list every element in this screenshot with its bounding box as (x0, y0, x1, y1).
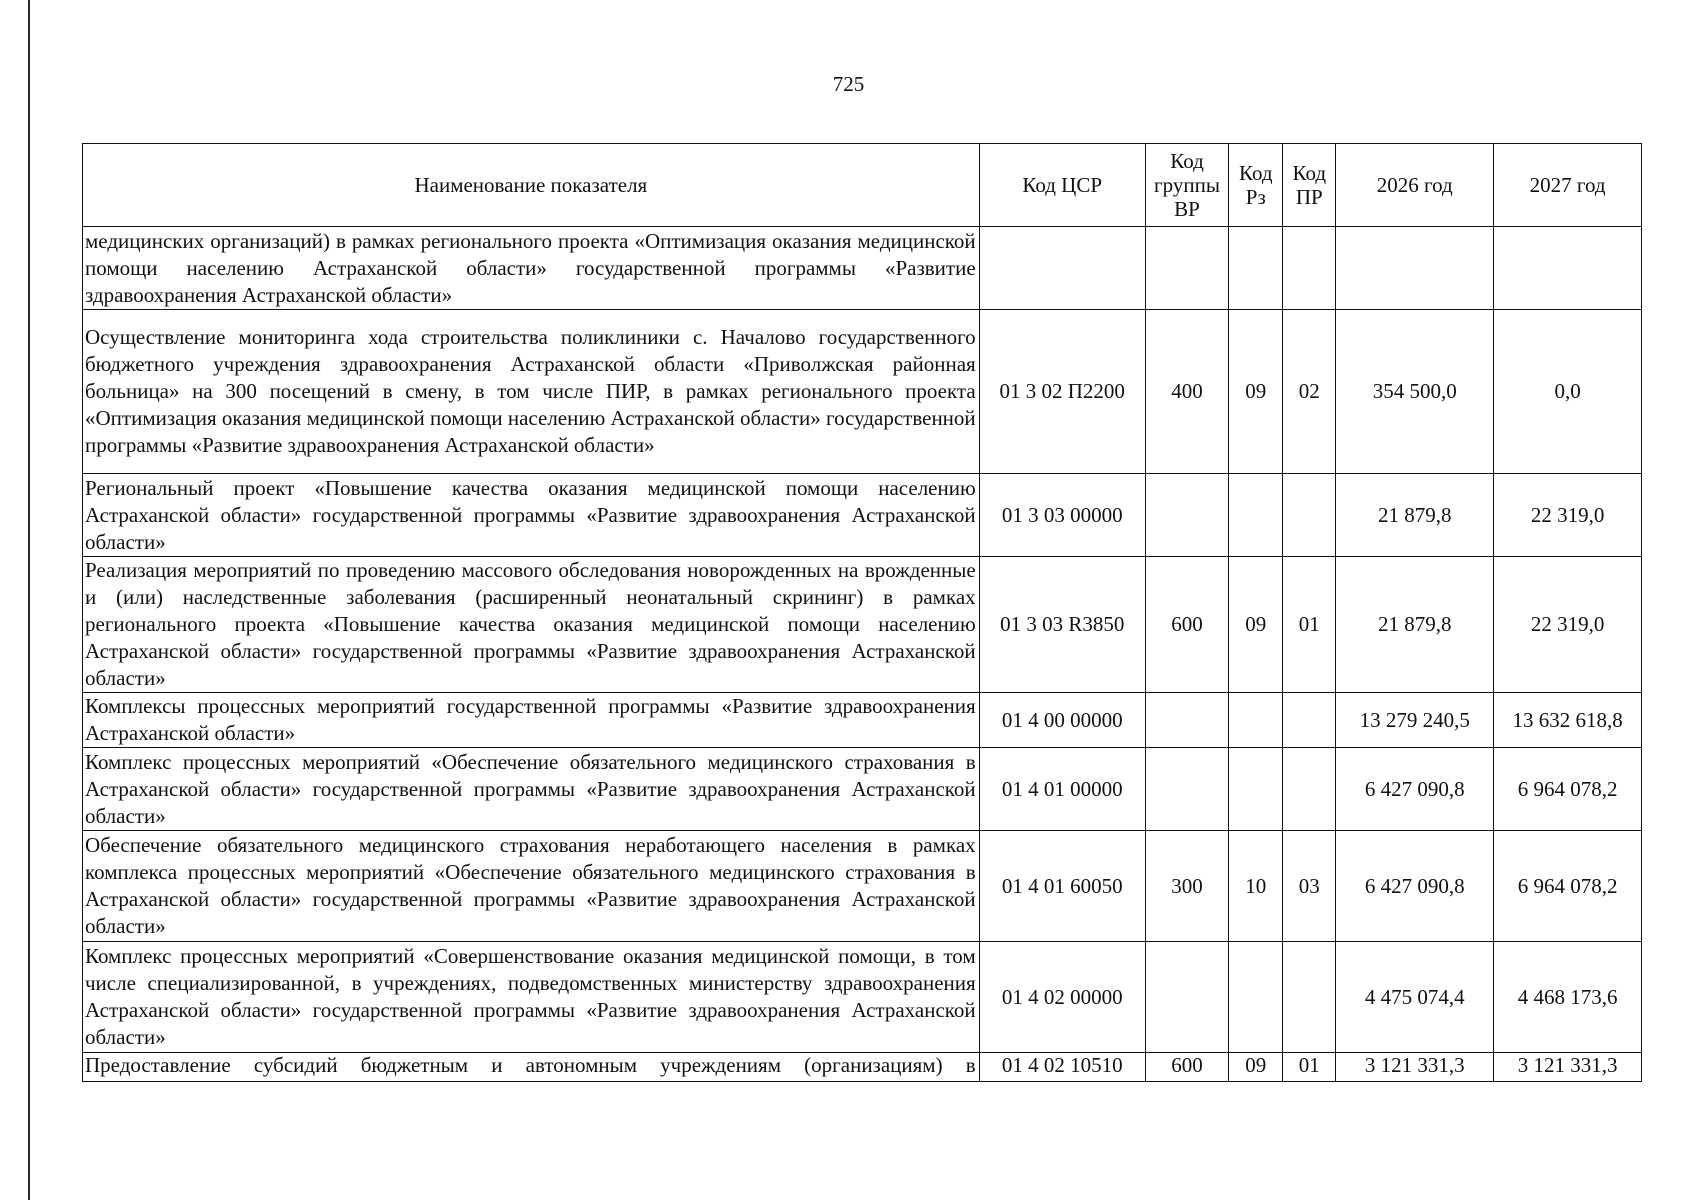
row-value-2026: 21 879,8 (1336, 474, 1494, 557)
header-rz-code: Код Рз (1229, 144, 1283, 227)
header-pr-code: Код ПР (1283, 144, 1336, 227)
row-csr-code: 01 4 02 00000 (979, 942, 1145, 1053)
row-csr-code: 01 3 03 00000 (979, 474, 1145, 557)
row-name: Осуществление мониторинга хода строительства поликлиники с. Началово государственного бюджетного учреждения здравоохранения Астраханской области «Приволжская районная больница» на 300 посещений в смену, в том числе ПИР, в рамках регионального проекта «Оптимизация оказания медицинской помощи населению Астраханской области» государственной программы «Развитие здравоохранения Астраханской области» (83, 310, 980, 474)
row-pr-code (1283, 942, 1336, 1053)
page-number: 725 (832, 72, 865, 96)
row-name: Комплекс процессных мероприятий «Совершенствование оказания медицинской помощи, в том числе специализированной, в учреждениях, подведомственных министерству здравоохранения Астраханской области» государственной программы «Развитие здравоохранения Астраханской области» (83, 942, 980, 1053)
row-rz-code (1229, 227, 1283, 310)
row-vr-code (1145, 227, 1229, 310)
row-rz-code (1229, 942, 1283, 1053)
row-vr-code: 600 (1145, 557, 1229, 693)
row-value-2026: 3 121 331,3 (1336, 1053, 1494, 1082)
row-value-2026: 6 427 090,8 (1336, 831, 1494, 942)
row-vr-code: 400 (1145, 310, 1229, 474)
table-row (83, 474, 1642, 557)
row-value-2027: 6 964 078,2 (1494, 748, 1642, 831)
header-csr-code: Код ЦСР (979, 144, 1145, 227)
row-vr-code (1145, 474, 1229, 557)
row-rz-code (1229, 693, 1283, 748)
row-pr-code (1283, 227, 1336, 310)
binding-margin-line (28, 0, 30, 1200)
header-year-2027: 2027 год (1494, 144, 1642, 227)
row-vr-code (1145, 748, 1229, 831)
row-rz-code: 09 (1229, 557, 1283, 693)
row-csr-code (979, 227, 1145, 310)
table-row (83, 227, 1642, 310)
row-pr-code: 03 (1283, 831, 1336, 942)
row-value-2026: 21 879,8 (1336, 557, 1494, 693)
row-pr-code (1283, 474, 1336, 557)
row-csr-code: 01 4 01 00000 (979, 748, 1145, 831)
row-pr-code: 01 (1283, 557, 1336, 693)
row-value-2026: 354 500,0 (1336, 310, 1494, 474)
table-row (83, 748, 1642, 831)
row-rz-code (1229, 474, 1283, 557)
row-value-2027: 0,0 (1494, 310, 1642, 474)
row-rz-code (1229, 748, 1283, 831)
row-rz-code: 09 (1229, 310, 1283, 474)
table-row (83, 557, 1642, 693)
row-value-2027: 13 632 618,8 (1494, 693, 1642, 748)
row-name: медицинских организаций) в рамках регионального проекта «Оптимизация оказания медицинской помощи населению Астраханской области» государственной программы «Развитие здравоохранения Астраханской области» (83, 227, 980, 310)
row-pr-code: 01 (1283, 1053, 1336, 1082)
row-name: Обеспечение обязательного медицинского страхования неработающего населения в рамках комплекса процессных мероприятий «Обеспечение обязательного медицинского страхования в Астраханской области» государственной программы «Развитие здравоохранения Астраханской области» (83, 831, 980, 942)
row-value-2027: 6 964 078,2 (1494, 831, 1642, 942)
row-csr-code: 01 4 00 00000 (979, 693, 1145, 748)
row-csr-code: 01 3 03 R3850 (979, 557, 1145, 693)
row-name: Предоставление субсидий бюджетным и автономным учреждениям (организациям) в (83, 1053, 980, 1082)
row-vr-code (1145, 693, 1229, 748)
row-vr-code: 600 (1145, 1053, 1229, 1082)
row-value-2026 (1336, 227, 1494, 310)
table-row (83, 310, 1642, 474)
row-value-2027 (1494, 227, 1642, 310)
row-name: Комплексы процессных мероприятий государственной программы «Развитие здравоохранения Астраханской области» (83, 693, 980, 748)
budget-table (82, 143, 1642, 1082)
table-row (83, 942, 1642, 1053)
row-csr-code: 01 3 02 П2200 (979, 310, 1145, 474)
table-row (83, 693, 1642, 748)
row-vr-code (1145, 942, 1229, 1053)
row-rz-code: 10 (1229, 831, 1283, 942)
table-row (83, 831, 1642, 942)
row-name: Реализация мероприятий по проведению массового обследования новорожденных на врожденные и (или) наследственные заболевания (расширенный неонатальный скрининг) в рамках регионального проекта «Повышение качества оказания медицинской помощи населению Астраханской области» государственной программы «Развитие здравоохранения Астраханской области» (83, 557, 980, 693)
row-rz-code: 09 (1229, 1053, 1283, 1082)
table-row (83, 1053, 1642, 1082)
row-name: Региональный проект «Повышение качества оказания медицинской помощи населению Астраханской области» государственной программы «Развитие здравоохранения Астраханской области» (83, 474, 980, 557)
row-pr-code: 02 (1283, 310, 1336, 474)
row-pr-code (1283, 693, 1336, 748)
budget-table-container (82, 143, 1642, 1082)
row-value-2027: 22 319,0 (1494, 557, 1642, 693)
table-header-row (83, 144, 1642, 227)
row-value-2026: 6 427 090,8 (1336, 748, 1494, 831)
row-pr-code (1283, 748, 1336, 831)
row-value-2027: 22 319,0 (1494, 474, 1642, 557)
row-name: Комплекс процессных мероприятий «Обеспечение обязательного медицинского страхования в Астраханской области» государственной программы «Развитие здравоохранения Астраханской области» (83, 748, 980, 831)
header-vr-group-code: Код группы ВР (1145, 144, 1229, 227)
row-value-2026: 4 475 074,4 (1336, 942, 1494, 1053)
header-name: Наименование показателя (83, 144, 980, 227)
header-year-2026: 2026 год (1336, 144, 1494, 227)
row-vr-code: 300 (1145, 831, 1229, 942)
row-csr-code: 01 4 01 60050 (979, 831, 1145, 942)
row-value-2027: 4 468 173,6 (1494, 942, 1642, 1053)
row-value-2027: 3 121 331,3 (1494, 1053, 1642, 1082)
row-csr-code: 01 4 02 10510 (979, 1053, 1145, 1082)
row-value-2026: 13 279 240,5 (1336, 693, 1494, 748)
